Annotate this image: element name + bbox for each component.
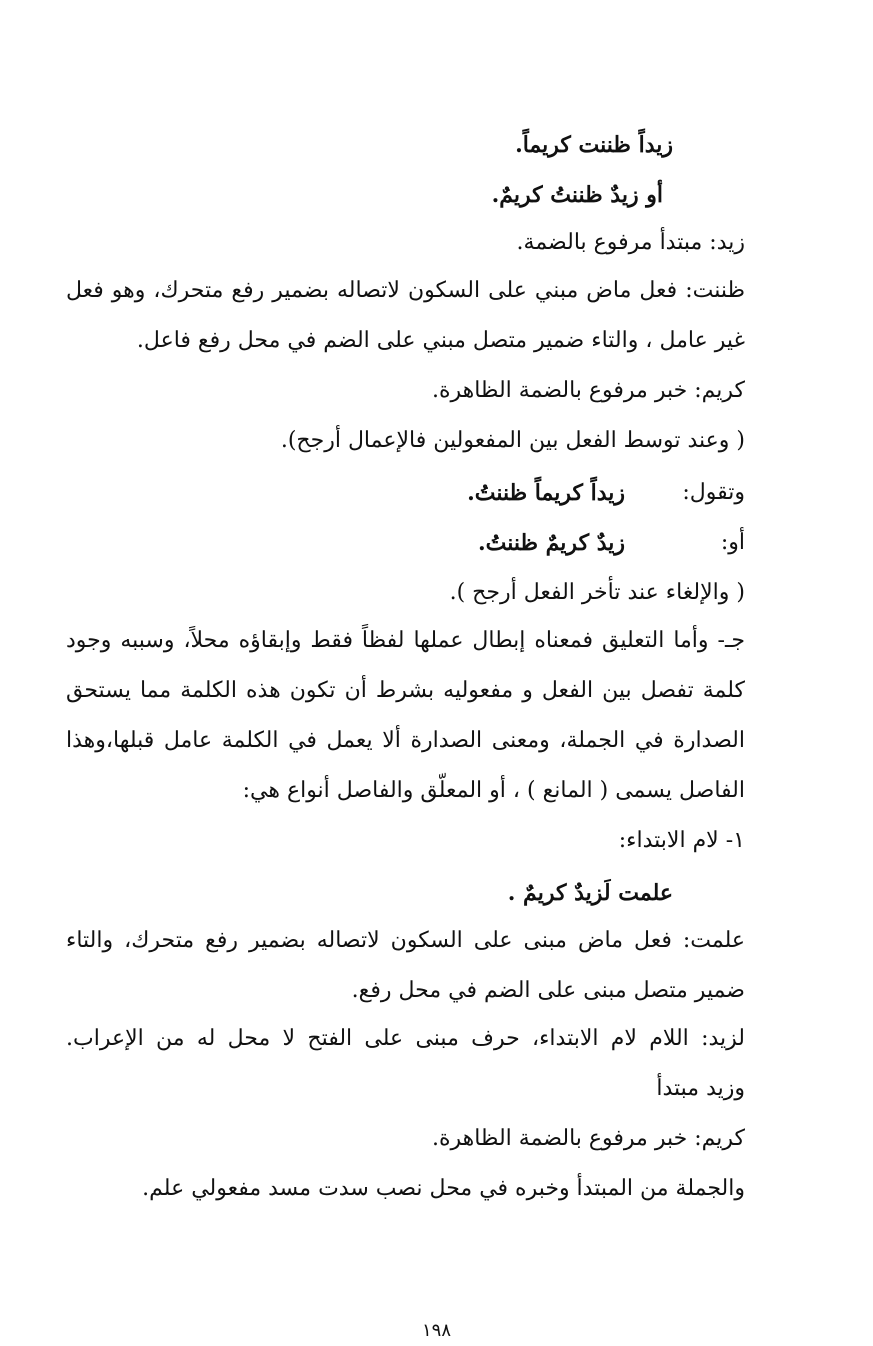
example-pair — [225, 528, 745, 558]
text-line: كلمة تفصل بين الفعل و مفعوليه بشرط أن تكون هذه الكلمة مما يستحق — [66, 678, 745, 703]
text-line: الفاصل يسمى ( المانع ) ، أو المعلّق والفاصل أنواع هي: — [242, 778, 745, 803]
text-line: وزيد مبتدأ — [656, 1076, 745, 1101]
text-line: والجملة من المبتدأ وخبره في محل نصب سدت مسد مفعولي علم. — [142, 1176, 745, 1201]
list-item-heading: ١- لام الابتداء: — [618, 828, 745, 853]
text-line: زيد: مبتدأ مرفوع بالضمة. — [516, 230, 745, 255]
text-line: ضمير متصل مبنى على الضم في محل رفع. — [351, 978, 745, 1003]
text-line: ( وعند توسط الفعل بين المفعولين فالإعمال أرجح). — [280, 428, 745, 453]
example-sentence: أو زيدٌ ظننتُ كريمٌ. — [491, 182, 663, 208]
text-line: ( والإلغاء عند تأخر الفعل أرجح ). — [449, 580, 745, 605]
text-line: كريم: خبر مرفوع بالضمة الظاهرة. — [431, 378, 745, 403]
example-sentence: زيداً ظننت كريماً. — [515, 132, 673, 158]
example-sentence: زيداً كريماً ظننتُ. — [467, 480, 625, 506]
text-line: كريم: خبر مرفوع بالضمة الظاهرة. — [431, 1126, 745, 1151]
text-line: ظننت: فعل ماض مبني على السكون لاتصاله بضمير رفع متحرك، وهو فعل — [66, 278, 746, 303]
text-line: جـ- وأما التعليق فمعناه إبطال عملها لفظاً فقط وإبقاؤه محلاً، وسببه وجود — [66, 628, 745, 653]
example-label: أو: — [720, 530, 745, 555]
example-sentence: زيدٌ كريمٌ ظننتُ. — [477, 530, 625, 556]
text-line: لزيد: اللام لام الابتداء، حرف مبنى على الفتح لا محل له من الإعراب. — [66, 1026, 745, 1051]
text-line: علمت: فعل ماض مبنى على السكون لاتصاله بضمير رفع متحرك، والتاء — [66, 928, 745, 953]
example-pair — [225, 478, 745, 508]
page-number: ١٩٨ — [421, 1320, 451, 1341]
example-label: وتقول: — [682, 480, 745, 505]
text-line: غير عامل ، والتاء ضمير متصل مبني على الضم في محل رفع فاعل. — [136, 328, 745, 353]
text-line: الصدارة في الجملة، ومعنى الصدارة ألا يعمل في الكلمة عامل قبلها،وهذا — [66, 728, 745, 753]
example-sentence: علمت لَزيدٌ كريمٌ . — [507, 880, 673, 906]
